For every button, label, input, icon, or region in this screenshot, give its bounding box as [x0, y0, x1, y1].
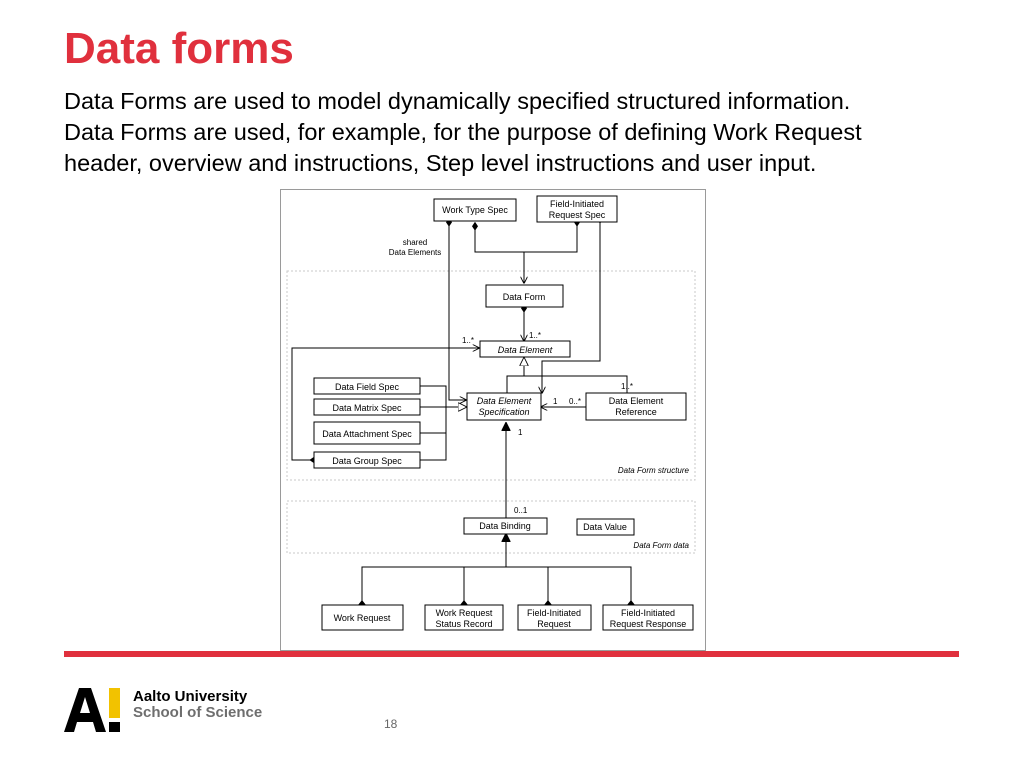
aalto-logo-icon: [64, 688, 124, 732]
data-attachment-spec-label: Data Attachment Spec: [322, 429, 412, 439]
data-element-label: Data Element: [497, 345, 553, 355]
spec-one-multiplicity: 1: [553, 397, 558, 406]
data-element-specification-label-line-2: Specification: [478, 407, 530, 417]
data-element-reference-label-line-1: Data Element: [608, 396, 664, 406]
work-type-spec-label: Work Type Spec: [442, 205, 508, 215]
reference-generalization-line: [524, 376, 627, 393]
red-divider: [64, 651, 959, 657]
data-forms-uml-diagram: [280, 189, 706, 651]
structure-group-label: Data Form structure: [617, 466, 689, 475]
subtypes-bus-line: [420, 386, 446, 460]
form-to-element-multiplicity: 1..*: [529, 331, 542, 340]
body-line-1: Data Forms are used to model dynamically specified structured information.: [64, 88, 851, 114]
page-number: 18: [384, 717, 398, 731]
binding-optional-multiplicity: 0..1: [514, 506, 528, 515]
fir-label-line-1: Field-Initiated: [526, 608, 582, 618]
shared-to-element-multiplicity: 1..*: [462, 336, 475, 345]
shared-elements-label-line-2: Data Elements: [388, 248, 442, 257]
status-record-label-line-1: Work Request: [435, 608, 493, 618]
status-record-label-line-2: Status Record: [435, 619, 493, 629]
reference-top-multiplicity: 1..*: [621, 382, 634, 391]
work-type-to-form-line: [475, 230, 524, 252]
shared-elements-label-line-1: shared: [402, 238, 428, 247]
usage-bus-line: [362, 567, 631, 605]
data-field-spec-label: Data Field Spec: [334, 382, 400, 392]
fir-spec-label-line-2: Request Spec: [548, 210, 606, 220]
slide-body-text: [64, 86, 964, 179]
fir-response-label-line-1: Field-Initiated: [620, 608, 676, 618]
fir-label-line-2: Request: [537, 619, 571, 629]
university-name: Aalto University: [133, 688, 248, 705]
fir-response-label-line-2: Request Response: [609, 619, 687, 629]
fir-spec-to-form-line: [524, 226, 577, 252]
data-value-label: Data Value: [583, 522, 627, 532]
spec-to-binding-multiplicity: 1: [518, 428, 523, 437]
data-element-reference-label-line-2: Reference: [615, 407, 657, 417]
slide-title: Data forms: [64, 24, 294, 73]
body-line-3: header, overview and instructions, Step level instructions and user input.: [64, 150, 817, 176]
spec-generalization-line: [507, 376, 524, 393]
reference-many-multiplicity: 0..*: [569, 397, 582, 406]
data-group-spec-label: Data Group Spec: [332, 456, 402, 466]
fir-spec-to-reference-line: [542, 223, 600, 393]
data-binding-label: Data Binding: [479, 521, 531, 531]
fir-spec-label-line-1: Field-Initiated: [549, 199, 605, 209]
school-name: School of Science: [133, 704, 263, 721]
data-element-specification-label-line-1: Data Element: [476, 396, 532, 406]
data-form-label: Data Form: [502, 292, 546, 302]
data-group-label: Data Form data: [633, 541, 689, 550]
data-matrix-spec-label: Data Matrix Spec: [332, 403, 402, 413]
shared-elements-line: [449, 226, 466, 400]
work-request-label: Work Request: [333, 613, 391, 623]
body-line-2: Data Forms are used, for example, for the purpose of defining Work Request: [64, 119, 862, 145]
